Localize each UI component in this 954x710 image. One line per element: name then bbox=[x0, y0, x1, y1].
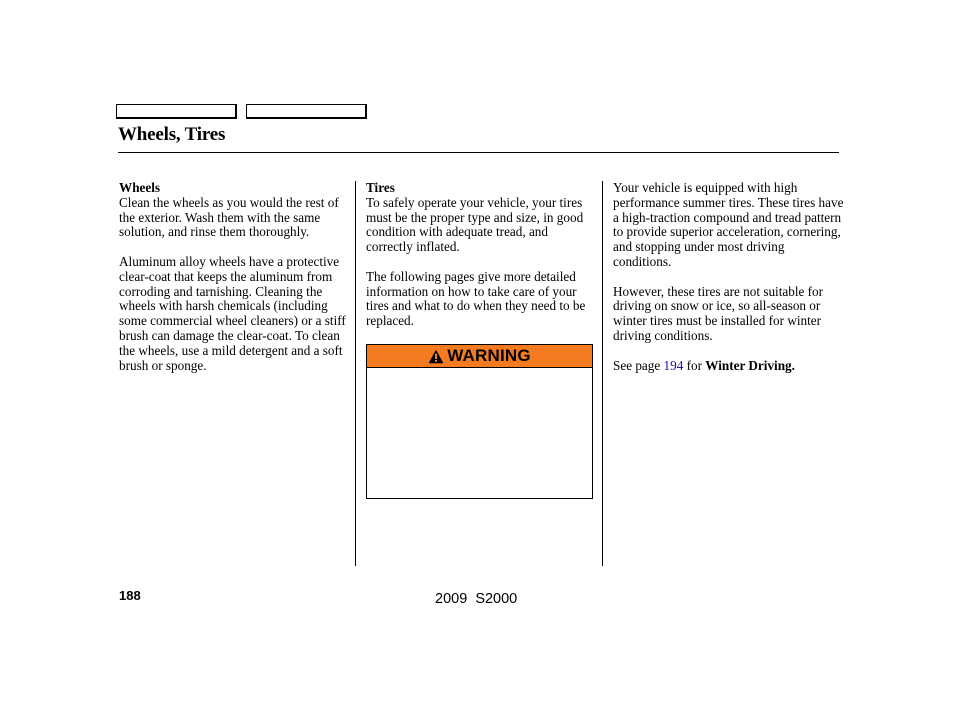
see-prefix: See page bbox=[613, 357, 664, 373]
warning-triangle-icon bbox=[428, 349, 444, 364]
wheels-paragraph-1: Clean the wheels as you would the rest of the exterior. Wash them with the same solution, and rinse them thoroughly. bbox=[119, 194, 339, 240]
page-number: 188 bbox=[119, 588, 141, 603]
summer-paragraph-2: However, these tires are not suitable for driving on snow or ice, so all-season or winter tires must be installed for winter driving conditions. bbox=[613, 283, 824, 343]
warning-box bbox=[366, 344, 593, 499]
tires-paragraph-1: To safely operate your vehicle, your tires must be the proper type and size, in good condition with adequate tread, and correctly inflated. bbox=[366, 194, 584, 255]
wheels-paragraph-2: Aluminum alloy wheels have a protective clear-coat that keeps the aluminum from corroding and tarnishing. Cleaning the wheels with harsh chemicals (including some commercial wheel cleaners) or a stiff brush can damage the clear-coat. To clean the wheels, use a mild detergent and a soft brush or sponge. bbox=[119, 253, 346, 373]
page-title: Wheels, Tires bbox=[118, 124, 226, 145]
title-divider bbox=[118, 152, 839, 153]
wheels-section bbox=[119, 181, 351, 240]
column-tires bbox=[366, 181, 598, 344]
nav-button-previous[interactable] bbox=[116, 104, 237, 119]
tires-heading: Tires bbox=[366, 180, 395, 195]
tires-section bbox=[366, 181, 598, 255]
column-divider bbox=[602, 181, 603, 566]
page-link-194[interactable]: 194 bbox=[663, 357, 684, 373]
column-divider bbox=[355, 181, 356, 566]
tires-paragraph-2: The following pages give more detailed information on how to take care of your tires and what to do when they need to be replaced. bbox=[366, 268, 586, 329]
see-page-reference bbox=[613, 359, 845, 374]
nav-button-next[interactable] bbox=[246, 104, 367, 119]
wheels-heading: Wheels bbox=[119, 180, 161, 195]
column-summer-tires bbox=[613, 181, 845, 388]
warning-label: WARNING bbox=[447, 346, 531, 365]
summer-paragraph-1: Your vehicle is equipped with high performance summer tires. These tires have a high-traction compound and tread pattern to provide superior acceleration, cornering, and stopping under most driving conditions. bbox=[613, 180, 844, 269]
see-mid: for bbox=[683, 357, 706, 373]
footer-model: 2009 S2000 bbox=[435, 591, 518, 607]
see-topic: Winter Driving. bbox=[705, 357, 795, 373]
column-wheels bbox=[119, 181, 351, 388]
warning-header bbox=[367, 345, 592, 368]
